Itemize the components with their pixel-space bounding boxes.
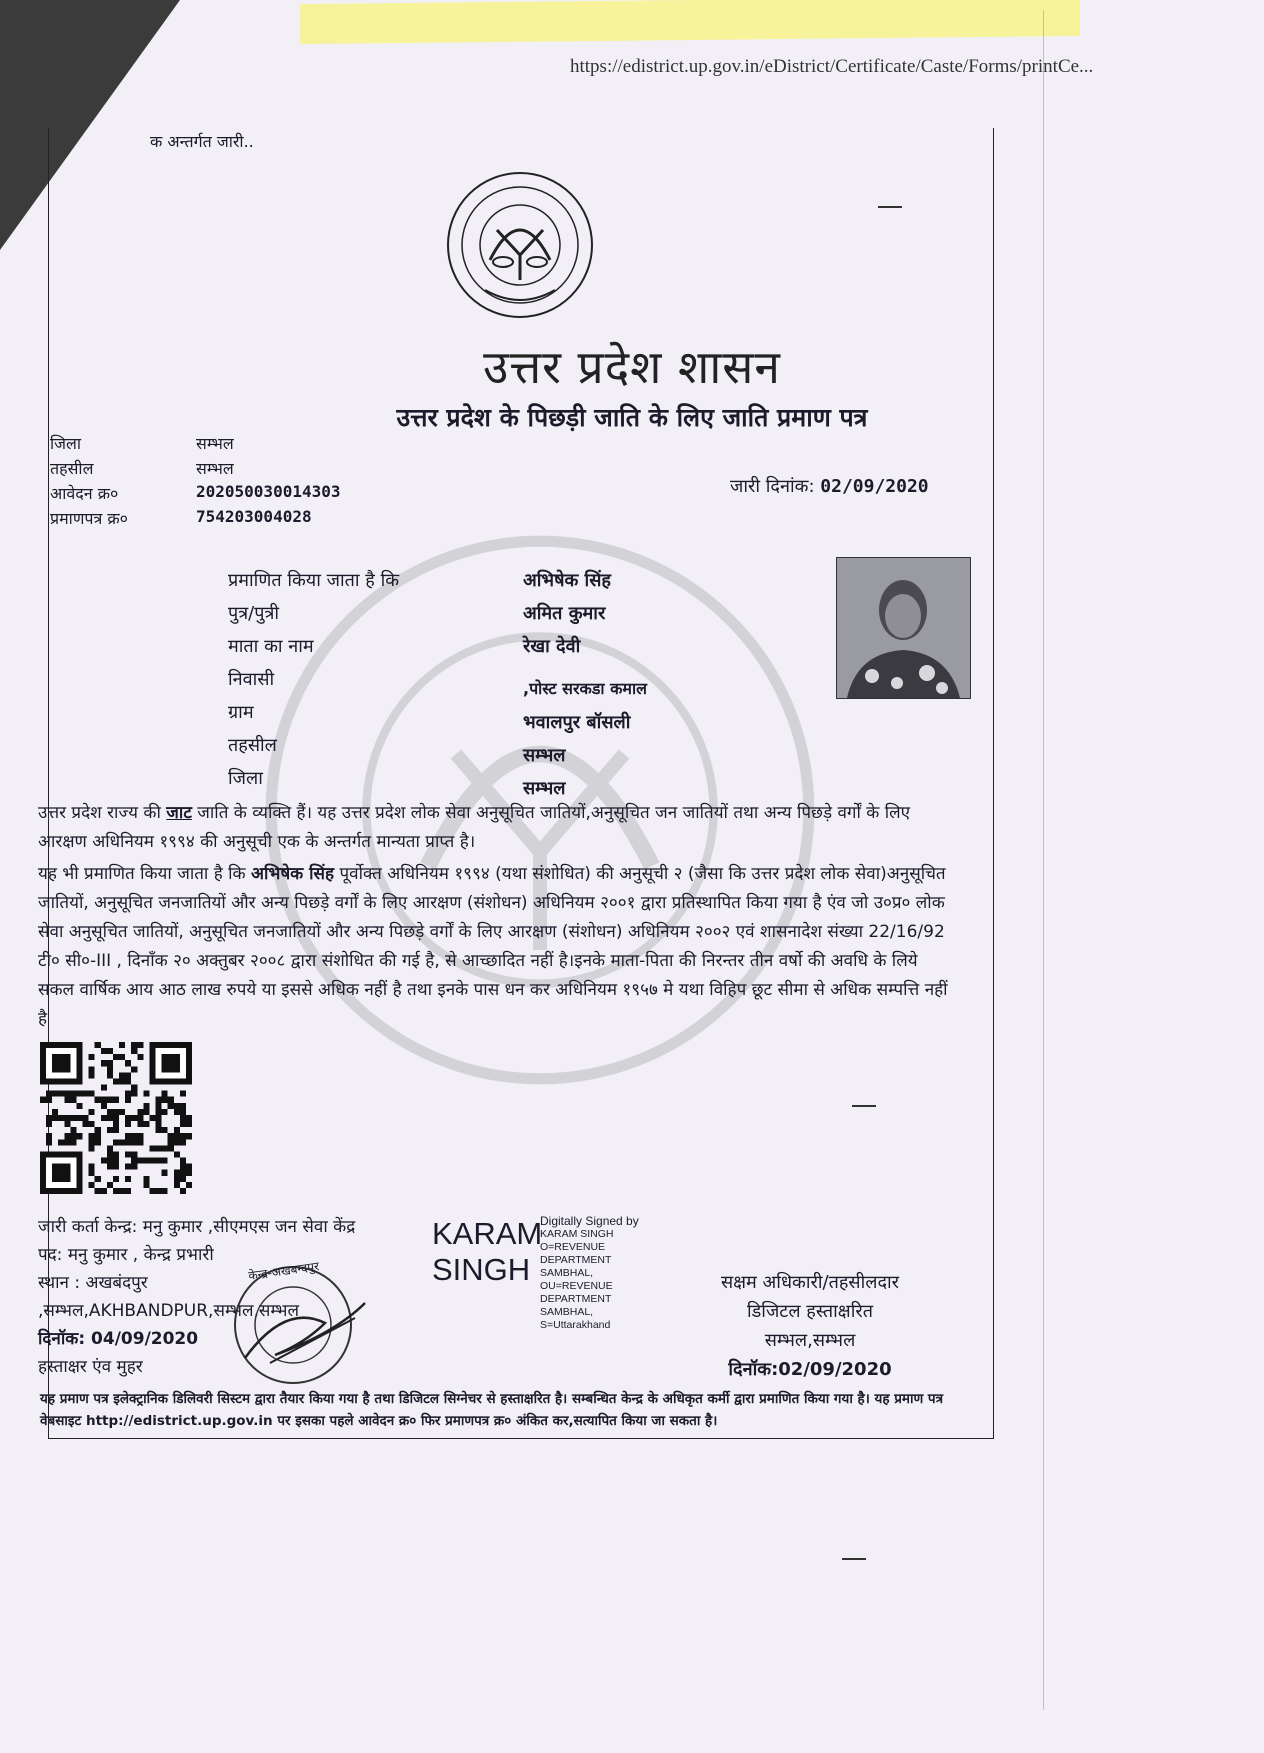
dsig-line: OU=REVENUE xyxy=(540,1280,613,1292)
meta-value-application-no: 202050030014303 xyxy=(196,482,341,501)
field-value-village: भवालपुर बॉसली xyxy=(523,712,631,733)
declaration-name: अभिषेक सिंह xyxy=(251,864,335,884)
applicant-photo xyxy=(836,557,971,699)
print-url: https://edistrict.up.gov.in/eDistrict/Certificate/Caste/Forms/printCe... xyxy=(570,56,1094,77)
centre-stamp xyxy=(215,1263,375,1388)
dsig-line: Digitally Signed by xyxy=(540,1214,639,1228)
authority-digital-signed: डिजिटल हस्ताक्षरित xyxy=(747,1301,873,1322)
declaration-paragraph xyxy=(38,860,958,1034)
declaration-prefix: यह भी प्रमाणित किया जाता है कि xyxy=(38,864,252,884)
field-label-tehsil: तहसील xyxy=(228,735,277,756)
dsig-line: SAMBHAL, xyxy=(540,1306,594,1318)
field-label-village: ग्राम xyxy=(228,702,254,723)
scan-mark xyxy=(852,1105,876,1107)
footer-note: यह प्रमाण पत्र इलेक्ट्रानिक डिलिवरी सिस्टम द्वारा तैयार किया गया है तथा डिजिटल सिग्नेचर से हस्ताक्षरित है। सम्बन्धित केन्द्र के अधिकृत कर्मी द्वारा प्रमाणित किया गया है। यह प्रमाण पत्र वेबसाइट http://edistrict.up.gov.in पर इसका पहले आवेदन क्र० फिर प्रमाणपत्र क्र० अंकित कर,सत्यापित किया जा सकता है। xyxy=(40,1391,944,1429)
page-edge xyxy=(1043,10,1244,1710)
declaration-suffix: पूर्वोक्त अधिनियम १९९४ (यथा संशोधित) की अनुसूची २ (जैसा कि उत्तर प्रदेश लोक सेवा)अनुसूचित जातियों, अनुसूचित जनजातियों और अन्य पिछड़े वर्गों के लिए आरक्षण (संशोधन) अधिनियम २००१ द्वारा प्रतिस्थापित किया गया है एंव जो उ०प्र० लोक सेवा अनुसूचित जातियों, अनुसूचित जनजातियों और अन्य पिछड़े वर्गों के लिए आरक्षण (संशोधन) अधिनियम २००२ एवं शासनादेश संख्या 22/16/92 टी० सी०-III , दिनाँक २० अक्तुबर २००८ द्वारा संशोधित की गई है, से आच्छादित नहीं है।इनके माता-पिता की निरन्तर तीन वर्षो की अवधि के लिये सकल वार्षिक आय आठ लाख रुपये या इससे अधिक नहीं है तथा इनके पास धन कर अधिनियम १९५७ मे यथा विहिप छूट सीमा से अधिक सम्पत्ति नहीं है xyxy=(38,864,948,1029)
meta-label-tehsil: तहसील xyxy=(50,459,94,478)
field-value-name: अभिषेक सिंह xyxy=(523,570,611,591)
applicant-photo-image xyxy=(837,558,970,698)
field-label-mother: माता का नाम xyxy=(228,636,314,657)
dsig-line: KARAM SINGH xyxy=(540,1228,614,1240)
authority-designation: सक्षम अधिकारी/तहसीलदार xyxy=(720,1272,900,1293)
government-heading: उत्तर प्रदेश शासन xyxy=(483,340,781,394)
dsig-line: S=Uttarakhand xyxy=(540,1319,611,1331)
authority-block xyxy=(680,1268,940,1384)
issuer-signature-label: हस्ताक्षर एंव मुहर xyxy=(38,1357,143,1377)
caste-name: जाट xyxy=(166,803,192,823)
field-value-mother: रेखा देवी xyxy=(523,636,581,657)
field-label-resident: निवासी xyxy=(228,669,275,690)
dsig-line: SAMBHAL, xyxy=(540,1267,594,1279)
signer-name-line2: SINGH xyxy=(432,1252,531,1287)
digital-signature-details xyxy=(540,1215,670,1332)
field-value-district: सम्भल xyxy=(523,778,566,799)
signer-name-line1: KARAM xyxy=(432,1216,543,1251)
meta-label-certificate-no: प्रमाणपत्र क्र० xyxy=(50,509,128,528)
meta-value-tehsil: सम्भल xyxy=(196,459,234,478)
digital-signer-name xyxy=(432,1216,542,1288)
meta-value-certificate-no: 754203004028 xyxy=(196,507,312,526)
caste-para-prefix: उत्तर प्रदेश राज्य की xyxy=(38,803,167,823)
field-value-tehsil: सम्भल xyxy=(523,745,566,766)
issue-date-value: 02/09/2020 xyxy=(820,476,929,497)
issuer-date: दिनॉक: 04/09/2020 xyxy=(38,1329,199,1349)
dsig-line: DEPARTMENT xyxy=(540,1293,612,1305)
truncated-text: क अन्तर्गत जारी.. xyxy=(150,132,254,151)
issuer-place-detail: ,सम्भल,AKHBANDPUR,सम्भल,सम्भल xyxy=(38,1301,299,1321)
up-government-emblem xyxy=(445,170,595,320)
field-label-certified: प्रमाणित किया जाता है कि xyxy=(228,570,400,591)
issuer-centre: जारी कर्ता केन्द्र: मनु कुमार ,सीएमएस जन सेवा केंद्र xyxy=(38,1217,356,1237)
caste-paragraph xyxy=(38,799,958,857)
sticky-note xyxy=(300,0,1080,44)
scan-mark xyxy=(878,206,902,208)
field-label-son-daughter: पुत्र/पुत्री xyxy=(228,603,280,624)
dsig-line: O=REVENUE xyxy=(540,1241,606,1253)
authority-date: दिनॉक:02/09/2020 xyxy=(728,1359,892,1380)
meta-label-district: जिला xyxy=(50,434,82,453)
meta-label-application-no: आवेदन क्र० xyxy=(50,484,119,503)
dsig-line: DEPARTMENT xyxy=(540,1254,612,1266)
meta-value-district: सम्भल xyxy=(196,434,234,453)
issuer-post: पद: मनु कुमार , केन्द्र प्रभारी xyxy=(38,1245,214,1265)
issuer-place: स्थान : अखबंदपुर xyxy=(38,1273,148,1293)
field-label-district: जिला xyxy=(228,768,263,789)
caste-para-suffix: जाति के व्यक्ति हैं। यह उत्तर प्रदेश लोक सेवा अनुसूचित जातियों,अनुसूचित जन जातियों तथा अन्य पिछड़े वर्गों के लिए आरक्षण अधिनियम १९९४ की अनुसूची एक के अन्तर्गत मान्यता प्राप्त है। xyxy=(38,803,911,852)
issue-date xyxy=(730,474,929,498)
issue-date-label: जारी दिनांक: xyxy=(730,476,815,497)
scan-mark xyxy=(842,1558,866,1560)
field-value-resident: ,पोस्ट सरकडा कमाल xyxy=(523,679,647,698)
field-value-father: अमित कुमार xyxy=(523,603,606,624)
qr-code xyxy=(40,1042,192,1194)
certificate-title: उत्तर प्रदेश के पिछड़ी जाति के लिए जाति प्रमाण पत्र xyxy=(396,403,868,432)
stamp-text: केन्द्र-अखबन्दपुर xyxy=(247,1259,320,1283)
authority-location: सम्भल,सम्भल xyxy=(764,1330,856,1351)
